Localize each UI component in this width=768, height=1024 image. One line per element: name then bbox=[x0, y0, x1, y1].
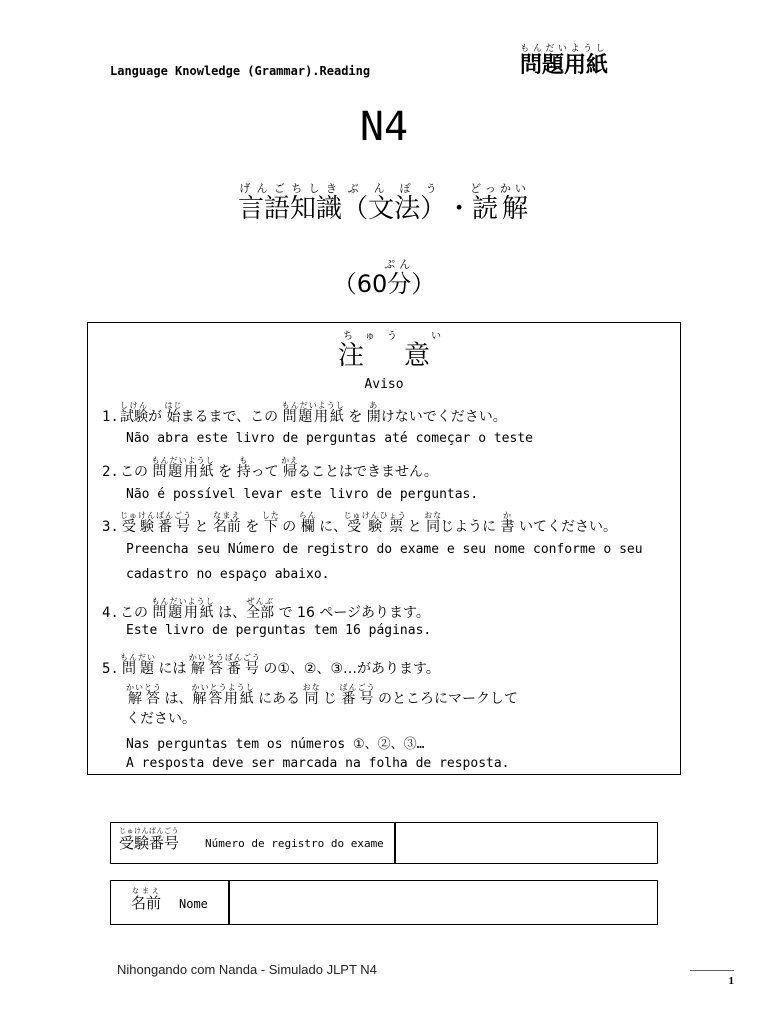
registration-label-pt: Número de registro do exame bbox=[205, 837, 384, 850]
caution-item-number: 1. bbox=[102, 409, 119, 425]
caution-item-5-continuation-2: ください。 bbox=[126, 711, 196, 727]
name-field bbox=[110, 880, 658, 925]
caution-item-number: 3. bbox=[102, 519, 119, 535]
caution-subtitle: Aviso bbox=[364, 377, 404, 392]
field-divider bbox=[394, 823, 396, 863]
caution-item-number: 4. bbox=[102, 605, 119, 621]
caution-item-1-translation: Não abra este livro de perguntas até começar o teste bbox=[126, 431, 533, 446]
caution-item-4: 4.この 問題用紙もんだいようし は、全部ぜんぶ で 16 ページあります。 bbox=[102, 597, 430, 621]
field-divider bbox=[228, 881, 230, 924]
caution-item-3: 3.受験番号じゅけんばんごう と 名前なまえ を 下した の 欄らん に、受験票じゅけんひょう と 同おなじように 書か いてください。 bbox=[102, 511, 617, 535]
caution-item-1: 1.試験しけんが 始はじまるまで、この 問題用紙もんだいようし を 開あけないでください。 bbox=[102, 401, 507, 425]
page-number: 1 bbox=[728, 975, 734, 987]
caution-item-2: 2.この 問題用紙もんだいようし を 持もって 帰かえることはできません。 bbox=[102, 456, 438, 480]
caution-item-number: 5. bbox=[102, 661, 119, 677]
caution-title: 注ちゅう意い bbox=[337, 331, 471, 371]
level-title: N4 bbox=[359, 104, 409, 150]
name-label-pt: Nome bbox=[179, 897, 208, 911]
caution-box bbox=[87, 322, 681, 775]
caution-item-number: 2. bbox=[102, 464, 119, 480]
registration-label: 受験番号じゅけんばんごう bbox=[119, 827, 180, 852]
caution-item-3-translation: cadastro no espaço abaixo. bbox=[126, 567, 330, 582]
name-input[interactable] bbox=[235, 881, 657, 924]
caution-item-5-translation: Nas perguntas tem os números ①、②、③… bbox=[126, 737, 425, 752]
exam-section-title: Language Knowledge (Grammar).Reading bbox=[110, 64, 371, 78]
footer-rule bbox=[690, 970, 734, 971]
caution-item-3-translation: Preencha seu Número de registro do exame e seu nome conforme o seu bbox=[126, 542, 643, 557]
caution-item-5: 5.問題もんだい には 解答番号かいとうばんごう の①、②、③…があります。 bbox=[102, 653, 440, 677]
footer-text: Nihongando com Nanda - Simulado JLPT N4 bbox=[117, 962, 377, 977]
time-limit: （60分ぷん） bbox=[332, 258, 436, 298]
caution-item-5-translation: A resposta deve ser marcada na folha de resposta. bbox=[126, 756, 510, 771]
caution-item-5-continuation: 解答かいとう は、解答用紙かいとうようし にある 同おな じ 番号ばんごう のところにマークして bbox=[126, 683, 518, 707]
booklet-label: 問題用紙もんだいようし bbox=[520, 44, 609, 78]
caution-item-2-translation: Não é possível levar este livro de perguntas. bbox=[126, 487, 479, 502]
caution-item-4-translation: Este livro de perguntas tem 16 páginas. bbox=[126, 623, 432, 638]
registration-number-field bbox=[110, 822, 658, 864]
name-label: 名前なまえ bbox=[131, 887, 162, 912]
section-subtitle: 言語知識げんごちしき（文法）ぶんぽう・読解どっかい bbox=[238, 182, 530, 224]
registration-input[interactable] bbox=[401, 823, 657, 863]
